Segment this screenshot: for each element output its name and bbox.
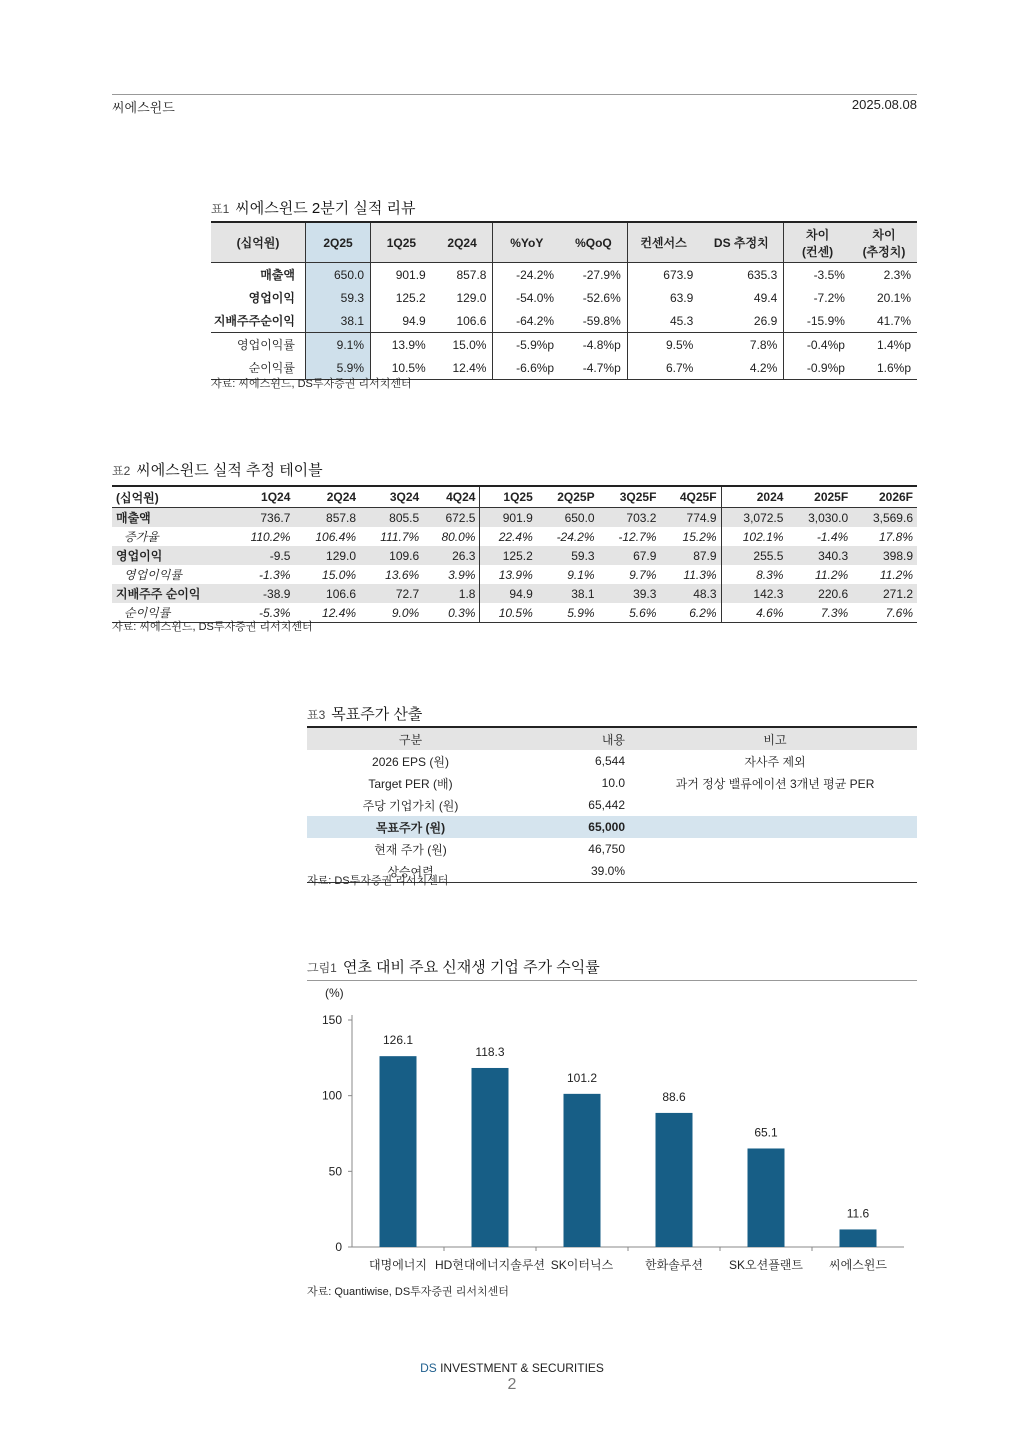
bar-value-label: 65.1 [754, 1125, 778, 1140]
table-cell: 15.0% [322, 567, 357, 582]
table-cell: 41.7% [876, 313, 911, 328]
table-cell: 650.0 [306, 263, 371, 287]
table-cell: -24.2% [556, 529, 595, 544]
table-header-cell: 2024 [721, 486, 787, 508]
table-cell: -0.4%p [784, 333, 851, 357]
table-cell: 0.3% [423, 603, 480, 623]
table-row [112, 565, 917, 584]
row-label: 주당 기업가치 (원) [362, 798, 459, 813]
table-row [112, 508, 917, 528]
row-label: 매출액 [112, 508, 230, 528]
figure1-title: 연초 대비 주요 신재생 기업 주가 수익률 [342, 959, 600, 976]
table-cell: 102.1% [721, 527, 787, 546]
table-header-cell: (십억원) [211, 222, 306, 263]
table-row [211, 286, 917, 309]
footer-brand-rest: INVESTMENT & SECURITIES [436, 1361, 604, 1375]
table-cell: 106.4% [315, 529, 357, 544]
table3-title: 목표주가 산출 [331, 706, 423, 723]
table-header-cell: 2025F [814, 490, 849, 504]
table-cell: 자사주 제외 [744, 754, 806, 769]
x-tick-label: 한화솔루션 [645, 1258, 703, 1272]
table-header-cell: 컨센서스 [627, 222, 699, 263]
y-tick-label: 150 [321, 1013, 342, 1027]
table-cell: -12.7% [618, 529, 657, 544]
table-row [307, 794, 917, 816]
table-cell: 3,072.5 [721, 508, 787, 528]
table-cell [633, 838, 917, 860]
table3-prefix: 표3 [307, 708, 326, 722]
table-cell: 398.9 [852, 546, 917, 565]
bar-value-label: 11.6 [846, 1206, 870, 1221]
table-cell [633, 860, 917, 883]
table-cell [633, 816, 917, 838]
table-cell: 635.3 [747, 267, 778, 282]
table3-body [307, 750, 917, 883]
table-cell: 125.2 [371, 286, 432, 309]
table-cell: 672.5 [423, 508, 480, 528]
table-cell: 1.4%p [851, 333, 917, 357]
table-cell: 63.9 [627, 286, 699, 309]
table-cell: 10.0 [601, 776, 625, 790]
row-label: 2026 EPS (원) [372, 754, 449, 769]
table-cell: 6.7% [627, 356, 699, 380]
header-company: 씨에스윈드 [112, 100, 175, 115]
table-cell: 3.9% [448, 567, 476, 582]
table-header-cell: 1Q25 [480, 486, 537, 508]
table1-source: 자료: 씨에스윈드, DS투자증권 리서치센터 [211, 378, 412, 390]
table-cell: 125.2 [480, 546, 537, 565]
table-cell: 255.5 [721, 546, 787, 565]
bar-value-label: 88.6 [662, 1089, 686, 1104]
table-header-cell: 3Q24 [389, 490, 420, 504]
footer-brand [0, 1359, 1024, 1377]
table-header-cell: 4Q25F [679, 490, 717, 504]
header-line: (추정치) [862, 244, 906, 259]
table-cell: 5.9% [306, 356, 371, 380]
table-cell: 13.6% [385, 567, 420, 582]
table-header-row [307, 727, 917, 750]
table-cell: -7.2% [784, 286, 851, 309]
row-label: 지배주주순이익 [213, 314, 295, 328]
header-line: 차이 [872, 227, 896, 242]
table3-caption [307, 703, 422, 724]
bar [564, 1094, 601, 1247]
row-label: 영업이익 [112, 546, 230, 565]
table-cell: -15.9% [784, 309, 851, 333]
table-cell: 5.6% [599, 603, 661, 623]
bar-value-label: 126.1 [382, 1033, 414, 1048]
table2-source: 자료: 씨에스윈드, DS투자증권 리서치센터 [112, 621, 313, 633]
table-cell: 12.4% [294, 603, 360, 623]
table-header-row [112, 486, 917, 508]
x-tick-label: 대명에너지 [369, 1258, 427, 1272]
table-header-cell: 3Q25F [619, 490, 657, 504]
bar-value-label: 101.2 [566, 1070, 598, 1085]
bar [656, 1113, 693, 1247]
y-tick-label: 100 [321, 1088, 342, 1103]
chart-top-rule [307, 980, 917, 981]
table-row [307, 750, 917, 772]
table-cell: -4.7%p [560, 356, 627, 380]
table-cell: 39.3 [599, 584, 661, 603]
row-label: 현재 주가 (원) [374, 842, 447, 857]
bar [380, 1056, 417, 1247]
table-cell: 857.8 [456, 267, 487, 282]
footer-brand-ds: DS [420, 1361, 437, 1375]
table-cell: 11.3% [683, 567, 717, 582]
figure1-source: 자료: Quantiwise, DS투자증권 리서치센터 [307, 1286, 509, 1298]
table-cell: 80.0% [441, 529, 476, 544]
table-cell: 805.5 [360, 508, 423, 528]
table-header-cell: DS 추정치 [699, 222, 783, 263]
table-cell: 15.0% [432, 333, 493, 357]
table-cell: 13.9% [371, 333, 432, 357]
table-cell: 59.3 [537, 546, 599, 565]
row-label: 매출액 [260, 268, 295, 282]
figure1-caption [307, 956, 600, 977]
table-cell: 13.9% [480, 565, 537, 584]
table-cell: 106.6 [456, 313, 487, 328]
table-cell: 6.2% [660, 603, 721, 623]
header-line: (컨센) [802, 244, 834, 259]
target-price-table [307, 726, 917, 883]
table-cell: 9.0% [360, 603, 423, 623]
table-cell: 7.3% [787, 603, 852, 623]
table-header-cell: 1Q24 [261, 490, 291, 504]
table-row [112, 527, 917, 546]
row-label: 지배주주 순이익 [112, 584, 230, 603]
table-cell: -5.9%p [493, 333, 560, 357]
table-header-cell: 내용 [514, 727, 633, 750]
table-cell: 4.2% [699, 356, 783, 380]
table-cell: 49.4 [753, 290, 778, 305]
row-label: 영업이익 [248, 291, 295, 305]
table-cell: 3,569.6 [852, 508, 917, 528]
table-cell: 774.9 [660, 508, 721, 528]
table-cell: 17.8% [878, 529, 913, 544]
table1-body [211, 263, 917, 380]
table-cell: 1.6%p [851, 356, 917, 380]
table-header-cell [784, 222, 851, 263]
table-cell: 과거 정상 밸류에이션 3개년 평균 PER [675, 776, 875, 791]
table-cell: 6,544 [594, 754, 625, 768]
row-label: 영업이익률 [211, 333, 306, 357]
table-cell: -1.3% [259, 567, 291, 582]
table-cell: -1.4% [816, 529, 849, 544]
table-cell: 650.0 [537, 508, 599, 528]
table-cell: 129.0 [456, 290, 487, 305]
table-cell: 46,750 [588, 842, 625, 856]
row-label: 목표주가 (원) [307, 816, 514, 838]
table-cell: 3,030.0 [787, 508, 852, 528]
table-cell: -6.6%p [493, 356, 560, 380]
table-cell: 10.5% [480, 603, 537, 623]
table-cell: -4.8%p [560, 333, 627, 357]
table-header-cell: (십억원) [116, 490, 159, 505]
x-tick-label: SK오션플랜트 [729, 1258, 803, 1272]
table-cell: 2.3% [883, 267, 911, 282]
table-row [307, 772, 917, 794]
x-tick-label: 씨에스윈드 [829, 1258, 887, 1272]
table-cell: 129.0 [294, 546, 360, 565]
row-label: 순이익률 [211, 356, 306, 380]
table-header-cell [851, 222, 917, 263]
table-cell: 901.9 [480, 508, 537, 528]
table-cell: 67.9 [599, 546, 661, 565]
table-cell: 48.3 [660, 584, 721, 603]
table-header-cell: 2Q25P [557, 490, 595, 504]
x-tick-label: SK이터닉스 [550, 1258, 614, 1272]
table2-body [112, 508, 917, 623]
table-cell: 5.9% [537, 603, 599, 623]
table-header-cell: 구분 [307, 727, 514, 750]
table-cell: -38.9 [230, 584, 294, 603]
table-cell: 673.9 [627, 263, 699, 287]
table-cell: 857.8 [294, 508, 360, 528]
table3-source: 자료: DS투자증권 리서치센터 [307, 875, 449, 887]
page-header [112, 94, 917, 117]
table-cell: -3.5% [784, 263, 851, 287]
table-row [211, 333, 917, 357]
table-cell: -54.0% [493, 286, 560, 309]
table-cell: 15.2% [682, 529, 717, 544]
earnings-review-table [211, 221, 917, 380]
table1-prefix: 표1 [211, 202, 230, 216]
table-cell: 109.6 [360, 546, 423, 565]
table2-prefix: 표2 [112, 464, 131, 478]
table1-title: 씨에스윈드 2분기 실적 리뷰 [235, 200, 416, 217]
table-cell: 9.1% [306, 333, 371, 357]
table-cell: -64.2% [493, 309, 560, 333]
table-row [211, 263, 917, 287]
row-label: 증가율 [124, 530, 159, 544]
table-header-cell: 2026F [878, 490, 913, 504]
table-header-cell: %QoQ [560, 222, 627, 263]
table-cell: -59.8% [582, 313, 621, 328]
table-row [307, 816, 917, 838]
table-cell: 72.7 [360, 584, 423, 603]
chart-svg [307, 980, 917, 1280]
table-cell: 4.6% [721, 603, 787, 623]
table-cell [633, 794, 917, 816]
table-cell: 106.6 [294, 584, 360, 603]
y-axis-unit-label: (%) [325, 986, 344, 1000]
table-cell: 65,000 [514, 816, 633, 838]
table-cell: -24.2% [493, 263, 560, 287]
table-cell: 340.3 [787, 546, 852, 565]
table-cell: 9.7% [629, 567, 657, 582]
table-row [211, 309, 917, 333]
table-cell: 94.9 [371, 309, 432, 333]
table-header-cell: 2Q25 [306, 222, 371, 263]
table2-caption [112, 459, 323, 480]
table-header-cell: %YoY [493, 222, 560, 263]
bar [472, 1068, 509, 1247]
table-cell: -27.9% [582, 267, 621, 282]
table-header-cell: 비고 [633, 727, 917, 750]
page-number: 2 [507, 1376, 517, 1393]
bar-value-label: 118.3 [475, 1044, 505, 1059]
table-cell: 38.1 [537, 584, 599, 603]
table-cell: 45.3 [627, 309, 699, 333]
table-cell: -52.6% [582, 290, 621, 305]
row-label: 순이익률 [112, 603, 230, 623]
table-cell: 8.3% [721, 565, 787, 584]
table-cell: 9.5% [627, 333, 699, 357]
table-cell: -0.9%p [784, 356, 851, 380]
table-cell: 22.4% [480, 527, 537, 546]
y-tick-label: 50 [328, 1164, 342, 1179]
earnings-forecast-table [112, 485, 917, 623]
table-cell: 87.9 [660, 546, 721, 565]
table-cell: 26.9 [753, 313, 778, 328]
table-cell: 1.8 [423, 584, 480, 603]
table-cell: 220.6 [787, 584, 852, 603]
returns-bar-chart [307, 980, 917, 1280]
x-tick-label: HD현대에너지솔루션 [434, 1258, 546, 1272]
table-cell: 20.1% [876, 290, 911, 305]
table-cell: 12.4% [432, 356, 493, 380]
table-cell: 271.2 [852, 584, 917, 603]
table-cell: 11.2% [815, 567, 849, 582]
bar [840, 1229, 877, 1247]
table-header-cell: 2Q24 [432, 222, 493, 263]
table-cell: 901.9 [371, 263, 432, 287]
table-header-cell: 1Q25 [371, 222, 432, 263]
table2-title: 씨에스윈드 실적 추정 테이블 [136, 462, 323, 479]
table-cell: 39.0% [514, 860, 633, 883]
row-label: Target PER (배) [368, 776, 453, 791]
table-header-cell: 4Q24 [446, 490, 476, 504]
table-cell: 65,442 [588, 798, 625, 812]
table-cell: 110.2% [250, 529, 291, 544]
table-cell: 26.3 [423, 546, 480, 565]
table-cell: 7.6% [852, 603, 917, 623]
table-cell: 94.9 [480, 584, 537, 603]
table-cell: 38.1 [306, 309, 371, 333]
table-cell: 7.8% [699, 333, 783, 357]
table-cell: 10.5% [371, 356, 432, 380]
y-tick-label: 0 [335, 1240, 342, 1254]
table1-caption [211, 197, 416, 218]
table-header-row [211, 222, 917, 263]
table-cell: 703.2 [599, 508, 661, 528]
table-cell: 111.7% [380, 529, 420, 544]
bar [748, 1148, 785, 1247]
table-cell: 9.1% [567, 567, 595, 582]
table-cell: -5.3% [230, 603, 294, 623]
table-row [307, 838, 917, 860]
table-cell: 142.3 [721, 584, 787, 603]
header-line: 차이 [806, 227, 830, 242]
figure1-prefix: 그림1 [307, 961, 337, 975]
table-cell: 11.2% [879, 567, 913, 582]
row-label: 상승여력 [307, 860, 514, 883]
table-cell: 736.7 [230, 508, 294, 528]
table-row [112, 584, 917, 603]
header-date: 2025.08.08 [851, 97, 917, 112]
table-cell: 59.3 [306, 286, 371, 309]
table-header-cell: 2Q24 [326, 490, 357, 504]
row-label: 영업이익률 [124, 568, 182, 582]
table-cell: -9.5 [230, 546, 294, 565]
table-row [112, 546, 917, 565]
